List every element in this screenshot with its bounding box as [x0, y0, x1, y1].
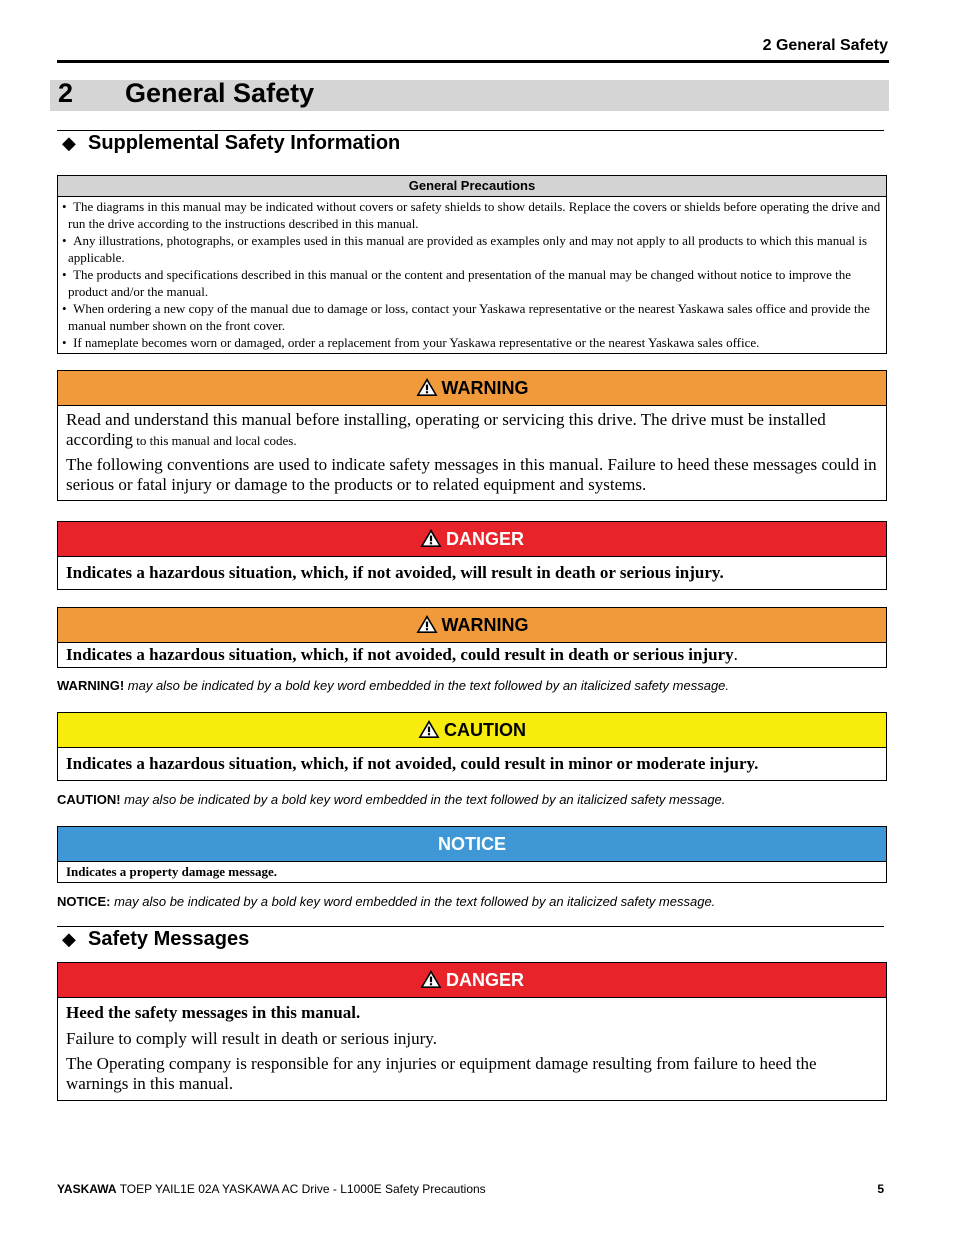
section-heading-safety-messages: [62, 928, 249, 951]
warning-definition-text: Indicates a hazardous situation, which, if not avoided, could result in death or serious injury: [66, 645, 734, 664]
note-keyword: CAUTION!: [57, 792, 121, 807]
note-text: may also be indicated by a bold key word embedded in the text followed by an italicized safety message.: [120, 792, 726, 807]
warning-definition-tail: .: [733, 645, 738, 664]
list-item: • The diagrams in this manual may be indicated without covers or safety shields to show details. Replace the covers or shields before operating the drive and run the drive according to the instructions described in this manual.: [60, 198, 882, 232]
chapter-title: General Safety: [125, 78, 315, 108]
caution-definition-box: [57, 712, 887, 781]
notice-definition-box: [57, 826, 887, 883]
warning-intro-conventions: The following conventions are used to indicate safety messages in this manual. Failure to heed these messages could in serious or fatal injury or damage to the products or to related equipment and systems.: [66, 455, 877, 494]
danger-header: [58, 963, 886, 998]
list-item: • Any illustrations, photographs, or examples used in this manual are provided as examples only and may not apply to all products to which this manual is applicable.: [60, 232, 882, 266]
section-title: Supplemental Safety Information: [88, 132, 401, 154]
caution-definition-text: Indicates a hazardous situation, which, if not avoided, could result in minor or moderate injury.: [66, 754, 759, 773]
section-title: Safety Messages: [88, 928, 250, 950]
warning-triangle-icon: [416, 377, 438, 397]
section-heading-supplemental: [62, 132, 400, 155]
signal-word: WARNING: [441, 378, 529, 398]
warning-definition-box: [57, 607, 887, 668]
general-precautions-heading: General Precautions: [58, 176, 886, 197]
warning-triangle-icon: [418, 719, 440, 739]
list-item: • The products and specifications described in this manual or the content and presentation of the manual may be changed without notice to improve the product and/or the manual.: [60, 266, 882, 300]
danger-message-heading: Heed the safety messages in this manual.: [66, 1003, 361, 1022]
diamond-icon: ◆: [62, 929, 76, 949]
signal-word: WARNING: [441, 615, 529, 635]
diamond-icon: ◆: [62, 133, 76, 153]
warning-triangle-icon: [416, 614, 438, 634]
signal-word: CAUTION: [444, 720, 526, 740]
caution-header: [58, 713, 886, 748]
chapter-number: 2: [58, 78, 74, 108]
signal-word: DANGER: [445, 970, 524, 990]
warning-triangle-icon: [420, 528, 442, 548]
danger-message-text: Failure to comply will result in death or serious injury.: [66, 1029, 437, 1048]
section-rule: [57, 130, 884, 131]
footer: [57, 1182, 486, 1196]
warning-note: [57, 678, 729, 693]
caution-note: [57, 792, 725, 807]
chapter-heading: [50, 80, 889, 111]
danger-definition-box: [57, 521, 887, 590]
warning-header: [58, 371, 886, 406]
danger-header: [58, 522, 886, 557]
signal-word: DANGER: [445, 529, 524, 549]
danger-message-text: The Operating company is responsible for any injuries or equipment damage resulting from failure to heed the warnings in this manual.: [66, 1054, 817, 1093]
general-precautions-table: [57, 175, 887, 354]
footer-text: TOEP YAIL1E 02A YASKAWA AC Drive - L1000E Safety Precautions: [116, 1182, 486, 1196]
note-keyword: WARNING!: [57, 678, 125, 693]
danger-message-box: [57, 962, 887, 1101]
footer-brand: YASKAWA: [57, 1182, 117, 1196]
warning-triangle-icon: [420, 969, 442, 989]
note-text: may also be indicated by a bold key word embedded in the text followed by an italicized safety message.: [110, 894, 716, 909]
running-header: 2 General Safety: [762, 37, 888, 54]
note-keyword: NOTICE:: [57, 894, 111, 909]
general-precautions-list: [58, 197, 886, 353]
warning-intro-text-small: to this manual and local codes.: [133, 433, 297, 448]
warning-intro-box: [57, 370, 887, 501]
danger-definition-text: Indicates a hazardous situation, which, if not avoided, will result in death or serious injury.: [66, 563, 724, 582]
notice-note: [57, 894, 715, 909]
page-number: 5: [877, 1182, 884, 1196]
warning-header: [58, 608, 886, 643]
list-item: • If nameplate becomes worn or damaged, order a replacement from your Yaskawa representative or the nearest Yaskawa sales office.: [60, 334, 882, 351]
header-rule: [57, 60, 889, 63]
section-rule: [57, 926, 884, 927]
warning-intro-text: Read and understand this manual before installing, operating or servicing this drive. The drive must be installed according: [66, 410, 826, 449]
notice-header: [58, 827, 886, 862]
list-item: • When ordering a new copy of the manual due to damage or loss, contact your Yaskawa representative or the nearest Yaskawa sales office and provide the manual number shown on the front cover.: [60, 300, 882, 334]
notice-definition-text: Indicates a property damage message.: [66, 864, 277, 879]
note-text: may also be indicated by a bold key word embedded in the text followed by an italicized safety message.: [124, 678, 730, 693]
warning-intro-body: [58, 406, 886, 500]
signal-word: NOTICE: [437, 834, 506, 854]
